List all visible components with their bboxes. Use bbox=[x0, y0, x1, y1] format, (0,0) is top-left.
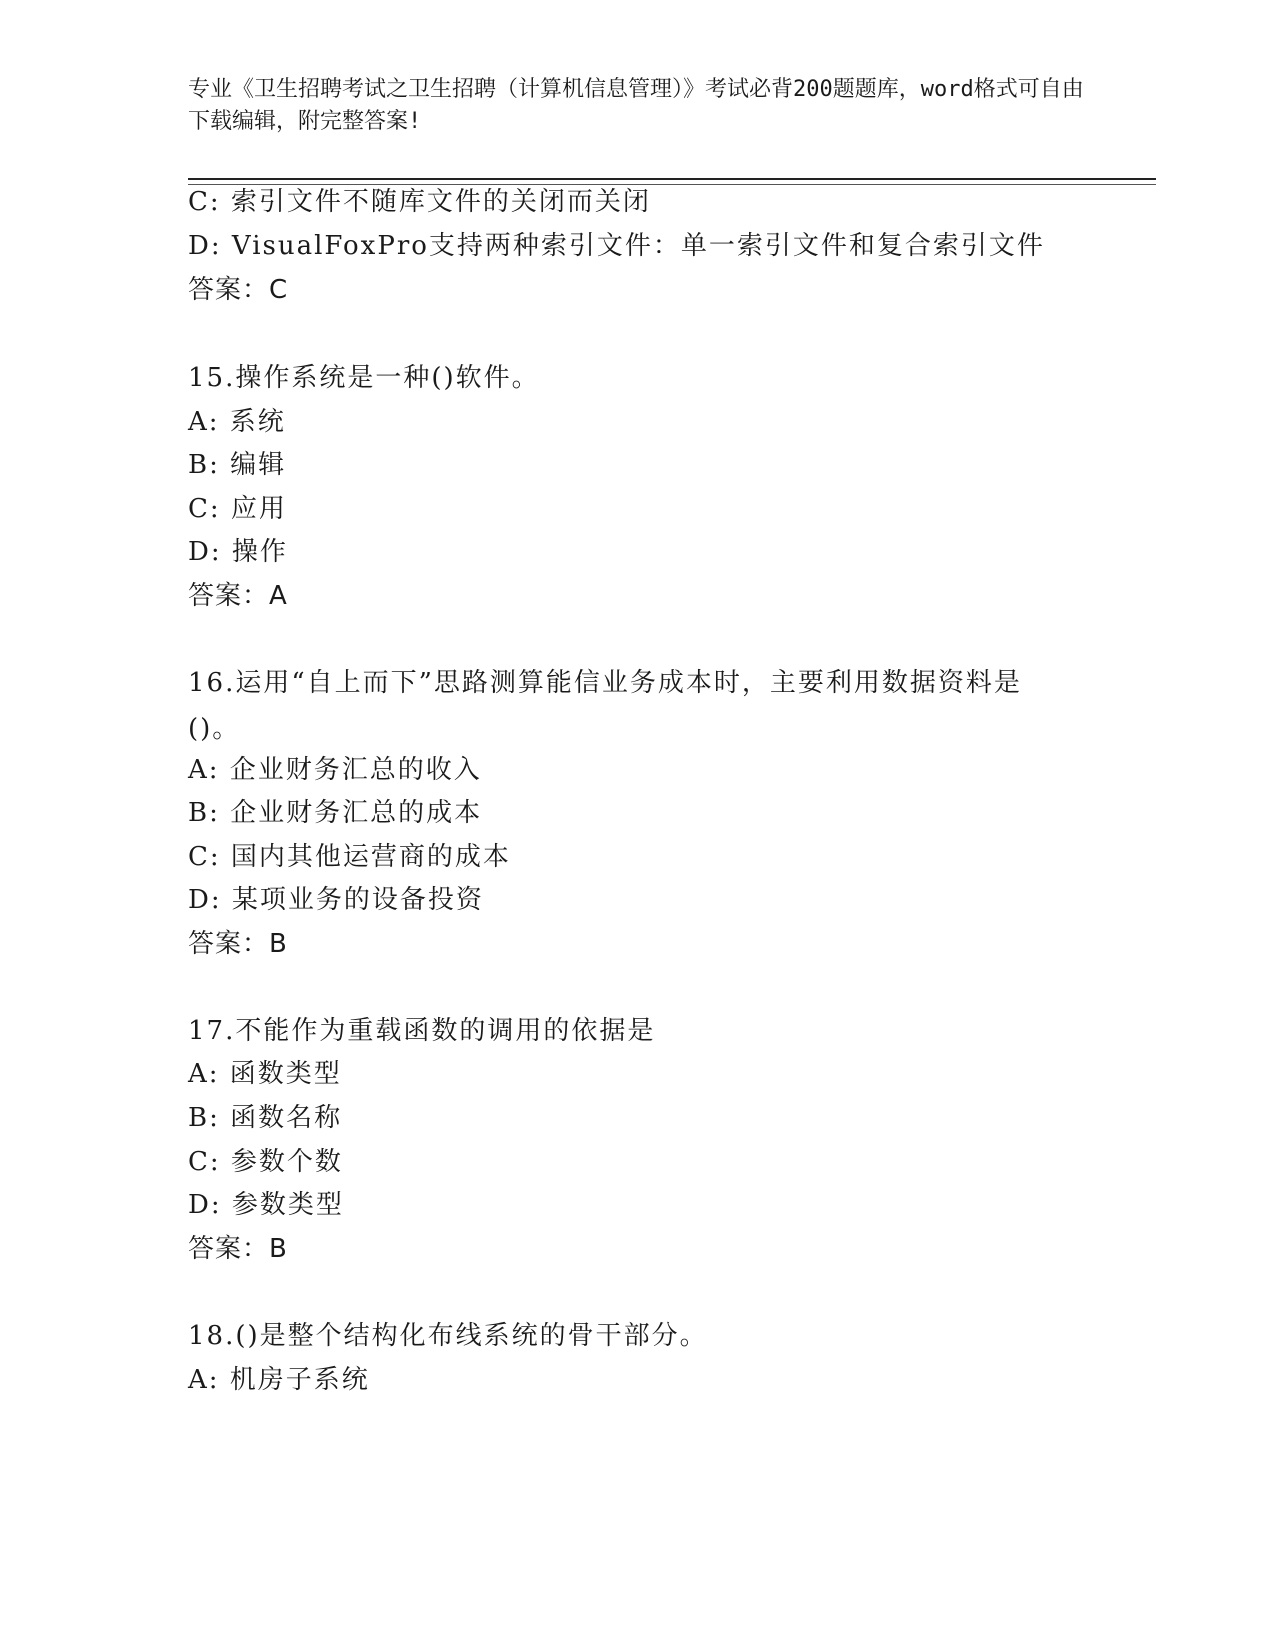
question-16-option-d: D: 某项业务的设备投资 bbox=[188, 885, 484, 915]
question-16-option-b: B: 企业财务汇总的成本 bbox=[188, 798, 483, 828]
question-16-option-a: A: 企业财务汇总的收入 bbox=[188, 755, 482, 785]
question-17-option-b: B: 函数名称 bbox=[188, 1103, 343, 1133]
header-rule-thick bbox=[188, 178, 1156, 180]
question-15-stem: 15.操作系统是一种()软件。 bbox=[188, 363, 540, 393]
question-16-answer: 答案：B bbox=[188, 929, 288, 959]
header-rule-thin bbox=[188, 184, 1156, 185]
question-18-option-a: A: 机房子系统 bbox=[188, 1365, 370, 1395]
question-17-option-d: D: 参数类型 bbox=[188, 1190, 344, 1220]
question-15-option-d: D: 操作 bbox=[188, 537, 288, 567]
document-header: 专业《卫生招聘考试之卫生招聘（计算机信息管理）》考试必背200题题库，word格式可自由下载编辑，附完整答案! bbox=[188, 77, 1084, 134]
question-15-answer: 答案：A bbox=[188, 581, 288, 611]
question-15-option-c: C: 应用 bbox=[188, 494, 287, 524]
prev-option-d: D: VisualFoxPro支持两种索引文件：单一索引文件和复合索引文件 bbox=[188, 231, 1045, 261]
question-15-option-a: A: 系统 bbox=[188, 407, 286, 437]
question-16-option-c: C: 国内其他运营商的成本 bbox=[188, 842, 511, 872]
prev-option-c: C: 索引文件不随库文件的关闭而关闭 bbox=[188, 187, 651, 217]
question-16-stem: 16.运用“自上而下”思路测算能信业务成本时，主要利用数据资料是()。 bbox=[188, 668, 1022, 744]
question-17-option-a: A: 函数类型 bbox=[188, 1059, 342, 1089]
prev-answer: 答案：C bbox=[188, 275, 289, 305]
question-18-stem: 18.()是整个结构化布线系统的骨干部分。 bbox=[188, 1321, 708, 1351]
question-17-stem: 17.不能作为重载函数的调用的依据是 bbox=[188, 1016, 656, 1046]
question-15-option-b: B: 编辑 bbox=[188, 450, 287, 480]
question-17-option-c: C: 参数个数 bbox=[188, 1147, 343, 1177]
question-17-answer: 答案：B bbox=[188, 1234, 288, 1264]
